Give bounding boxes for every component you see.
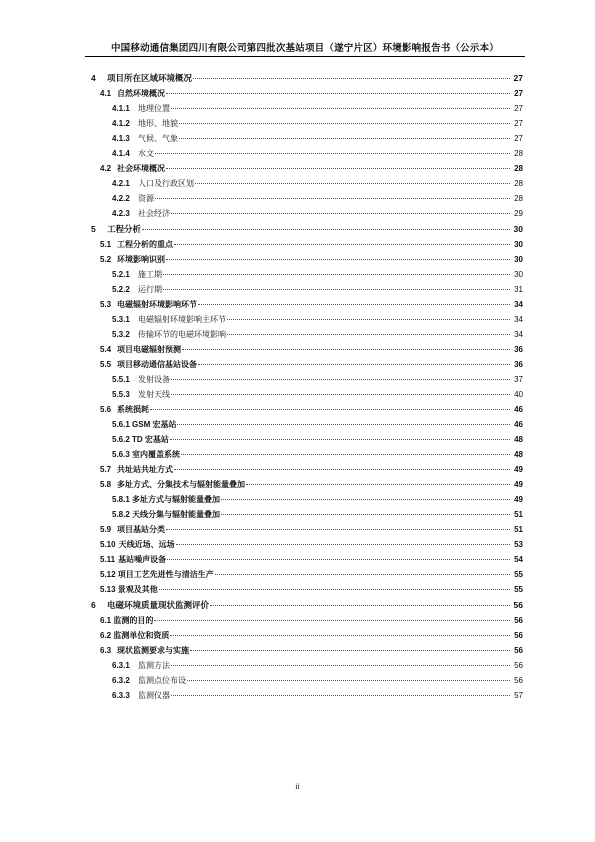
toc-entry-page: 37 (514, 375, 523, 384)
toc-dot-leader (155, 153, 510, 154)
toc-entry-page: 48 (514, 450, 523, 459)
toc-entry-page: 55 (514, 570, 523, 579)
toc-entry-page: 34 (514, 330, 523, 339)
toc-entry-page: 48 (514, 435, 523, 444)
toc-dot-leader (193, 78, 510, 79)
toc-entry[interactable] (85, 570, 523, 580)
toc-entry-page: 54 (514, 555, 523, 564)
toc-entry[interactable] (85, 616, 523, 626)
toc-dot-leader (221, 514, 510, 515)
toc-entry[interactable] (85, 149, 523, 159)
toc-entry-page: 40 (514, 390, 523, 399)
toc-entry-page: 34 (514, 300, 523, 309)
toc-entry-title: 5.6.2 TD 宏基站 (112, 435, 169, 444)
toc-entry-page: 27 (514, 134, 523, 143)
toc-entry-title: 6.2 监测单位和资质 (100, 631, 170, 640)
toc-dot-leader (174, 244, 510, 245)
toc-dot-leader (176, 544, 510, 545)
toc-dot-leader (182, 349, 510, 350)
toc-dot-leader (210, 605, 510, 606)
toc-dot-leader (174, 469, 510, 470)
toc-entry[interactable] (85, 631, 523, 641)
toc-entry-title: 工程分析 (107, 224, 142, 234)
toc-dot-leader (159, 589, 510, 590)
toc-entry-page: 27 (514, 89, 523, 98)
toc-entry[interactable] (85, 179, 523, 189)
toc-entry[interactable] (85, 134, 523, 144)
toc-dot-leader (187, 680, 510, 681)
toc-entry-number: 6.3.1 (112, 661, 130, 670)
toc-entry-title: 资源 (138, 194, 154, 203)
toc-entry-number: 5.1 (100, 240, 112, 249)
toc-entry-page: 28 (514, 149, 523, 158)
toc-entry[interactable] (85, 209, 523, 219)
toc-dot-leader (170, 635, 510, 636)
toc-entry[interactable] (85, 300, 523, 310)
toc-entry-title: 5.8.1 多址方式与辐射能量叠加 (112, 495, 221, 504)
toc-dot-leader (171, 108, 510, 109)
toc-entry-number: 5.3.1 (112, 315, 130, 324)
toc-entry-page: 57 (514, 691, 523, 700)
toc-entry[interactable] (85, 405, 523, 415)
toc-entry-page: 56 (514, 646, 523, 655)
toc-entry[interactable] (85, 224, 523, 234)
toc-dot-leader (171, 394, 510, 395)
toc-entry-page: 49 (514, 465, 523, 474)
toc-dot-leader (171, 695, 510, 696)
toc-entry-title: 水文 (138, 149, 154, 158)
toc-entry-number: 5.2.1 (112, 270, 130, 279)
toc-entry-title: 人口及行政区划 (138, 179, 194, 188)
toc-entry-number: 6.3 (100, 646, 112, 655)
toc-dot-leader (163, 289, 510, 290)
toc-dot-leader (221, 499, 510, 500)
toc-entry-number: 4.1.3 (112, 134, 130, 143)
toc-entry-title: 多址方式、分集技术与辐射能量叠加 (117, 480, 245, 489)
toc-entry-page: 51 (514, 525, 523, 534)
toc-entry-number: 5.3 (100, 300, 112, 309)
toc-entry-title: 社会经济 (138, 209, 170, 218)
toc-dot-leader (179, 123, 510, 124)
toc-entry-title: 5.13 景观及其他 (100, 585, 158, 594)
toc-entry-number: 4.2 (100, 164, 112, 173)
toc-entry-page: 55 (514, 585, 523, 594)
toc-entry-title: 监测点位布设 (138, 676, 186, 685)
toc-entry-page: 29 (514, 209, 523, 218)
toc-entry[interactable] (85, 495, 523, 505)
toc-dot-leader (190, 650, 510, 651)
toc-entry-number: 6.3.3 (112, 691, 130, 700)
toc-entry-title: 电磁辐射环境影响主环节 (138, 315, 226, 324)
toc-entry-number: 5.2 (100, 255, 112, 264)
toc-entry[interactable] (85, 480, 523, 490)
toc-entry-number: 5.9 (100, 525, 112, 534)
toc-entry-number: 5.4 (100, 345, 112, 354)
toc-entry[interactable] (85, 510, 523, 520)
toc-entry[interactable] (85, 676, 523, 686)
toc-entry[interactable] (85, 375, 523, 385)
toc-entry-number: 5.5 (100, 360, 112, 369)
toc-entry-title: 5.12 项目工艺先进性与清洁生产 (100, 570, 214, 579)
toc-entry-title: 工程分析的重点 (117, 240, 173, 249)
toc-entry[interactable] (85, 89, 523, 99)
toc-dot-leader (166, 259, 510, 260)
toc-entry[interactable] (85, 585, 523, 595)
toc-entry-page: 30 (514, 270, 523, 279)
toc-entry-page: 56 (513, 600, 523, 610)
toc-entry-number: 5.6 (100, 405, 112, 414)
toc-entry[interactable] (85, 345, 523, 355)
toc-entry-title: 气候、气象 (138, 134, 178, 143)
toc-entry-title: 电磁辐射环境影响环节 (117, 300, 197, 309)
toc-dot-leader (171, 379, 510, 380)
toc-entry-title: 项目移动通信基站设备 (117, 360, 197, 369)
toc-entry-number: 5.10 (100, 540, 116, 549)
toc-entry-title: 监测方法 (138, 661, 170, 670)
toc-entry[interactable] (85, 646, 523, 656)
toc-entry-title: 环境影响识别 (117, 255, 165, 264)
toc-entry-page: 56 (514, 661, 523, 670)
toc-entry-number: 5.3.2 (112, 330, 130, 339)
toc-entry[interactable] (85, 465, 523, 475)
toc-dot-leader (198, 364, 510, 365)
toc-dot-leader (171, 213, 510, 214)
toc-entry[interactable] (85, 73, 523, 83)
toc-entry-page: 46 (514, 405, 523, 414)
toc-entry-title: 监测仪器 (138, 691, 170, 700)
toc-entry[interactable] (85, 119, 523, 129)
toc-entry-number: 6.3.2 (112, 676, 130, 685)
toc-dot-leader (166, 529, 510, 530)
toc-entry-page: 51 (514, 510, 523, 519)
toc-entry[interactable] (85, 600, 523, 610)
toc-entry-title: 天线近场、远场 (118, 540, 175, 549)
toc-entry-number: 5.5.1 (112, 375, 130, 384)
toc-entry-number: 5.5.3 (112, 390, 130, 399)
toc-entry-page: 30 (514, 240, 523, 249)
toc-entry[interactable] (85, 285, 523, 295)
toc-dot-leader (142, 229, 510, 230)
toc-dot-leader (166, 168, 510, 169)
toc-dot-leader (198, 304, 510, 305)
toc-entry-title: 传输环节的电磁环境影响 (138, 330, 226, 339)
toc-entry-page: 27 (514, 119, 523, 128)
toc-entry-page: 27 (514, 104, 523, 113)
toc-entry-number: 4.1 (100, 89, 112, 98)
toc-entry-number: 5.11 (100, 555, 116, 564)
toc-entry[interactable] (85, 194, 523, 204)
toc-entry-page: 30 (513, 224, 523, 234)
table-of-contents (85, 73, 523, 701)
toc-dot-leader (154, 620, 510, 621)
toc-entry-title: 项目电磁辐射预测 (117, 345, 181, 354)
toc-entry[interactable] (85, 691, 523, 701)
toc-entry-number: 5.8 (100, 480, 112, 489)
toc-entry[interactable] (85, 540, 523, 550)
toc-entry-title: 基站噪声设备 (118, 555, 167, 564)
toc-entry-title: 发射天线 (138, 390, 170, 399)
toc-dot-leader (150, 409, 510, 410)
toc-dot-leader (166, 93, 510, 94)
toc-dot-leader (227, 319, 510, 320)
toc-entry[interactable] (85, 104, 523, 114)
toc-entry-title: 5.6.3 室内覆盖系统 (112, 450, 181, 459)
toc-entry-title: 电磁环境质量现状监测评价 (107, 600, 210, 610)
toc-entry-number: 5.7 (100, 465, 112, 474)
toc-dot-leader (171, 665, 510, 666)
toc-entry-number: 4.2.3 (112, 209, 130, 218)
toc-entry-title: 项目基站分类 (117, 525, 165, 534)
toc-entry-number: 5.2.2 (112, 285, 130, 294)
toc-entry-title: 现状监测要求与实施 (117, 646, 189, 655)
toc-entry-title: 发射设备 (138, 375, 170, 384)
toc-entry-page: 28 (514, 179, 523, 188)
toc-entry-title: 5.8.2 天线分集与辐射能量叠加 (112, 510, 221, 519)
toc-entry-page: 27 (513, 73, 523, 83)
toc-entry-page: 49 (514, 495, 523, 504)
toc-entry-title: 社会环境概况 (117, 164, 165, 173)
running-header: 中国移动通信集团四川有限公司第四批次基站项目（遂宁片区）环境影响报告书（公示本） (110, 43, 499, 54)
toc-entry-title: 系统损耗 (117, 405, 149, 414)
toc-entry[interactable] (85, 360, 523, 370)
toc-entry-page: 56 (514, 631, 523, 640)
toc-entry-page: 36 (514, 345, 523, 354)
toc-entry-page: 34 (514, 315, 523, 324)
toc-entry[interactable] (85, 255, 523, 265)
toc-dot-leader (227, 334, 510, 335)
toc-dot-leader (177, 424, 510, 425)
toc-entry-page: 28 (514, 164, 523, 173)
toc-entry[interactable] (85, 330, 523, 340)
toc-entry[interactable] (85, 420, 523, 430)
toc-dot-leader (155, 198, 510, 199)
toc-entry-number: 5 (91, 224, 96, 234)
toc-entry-number: 4 (91, 73, 96, 83)
toc-entry-title: 地形、地貌 (138, 119, 178, 128)
toc-entry-page: 30 (514, 255, 523, 264)
toc-entry-title: 5.6.1 GSM 宏基站 (112, 420, 177, 429)
toc-entry-title: 地理位置 (138, 104, 170, 113)
toc-entry-title: 共址站共址方式 (117, 465, 173, 474)
toc-entry-number: 6 (91, 600, 96, 610)
header-divider (85, 56, 525, 57)
toc-entry-page: 49 (514, 480, 523, 489)
toc-entry-title: 施工期 (138, 270, 162, 279)
toc-entry-title: 项目所在区域环境概况 (107, 73, 193, 83)
toc-entry-page: 31 (514, 285, 523, 294)
toc-dot-leader (195, 183, 510, 184)
toc-entry-page: 56 (514, 676, 523, 685)
toc-dot-leader (246, 484, 510, 485)
toc-entry-page: 53 (514, 540, 523, 549)
toc-entry[interactable] (85, 240, 523, 250)
toc-entry-title: 自然环境概况 (117, 89, 165, 98)
toc-dot-leader (170, 439, 510, 440)
toc-entry-number: 4.2.1 (112, 179, 130, 188)
toc-entry[interactable] (85, 270, 523, 280)
toc-entry-title: 6.1 监测的目的 (100, 616, 154, 625)
toc-entry-page: 36 (514, 360, 523, 369)
toc-dot-leader (181, 454, 510, 455)
toc-entry-title: 运行期 (138, 285, 162, 294)
toc-entry-number: 4.1.1 (112, 104, 130, 113)
toc-entry[interactable] (85, 315, 523, 325)
toc-entry-number: 4.1.2 (112, 119, 130, 128)
toc-dot-leader (215, 574, 510, 575)
toc-entry-number: 4.1.4 (112, 149, 130, 158)
toc-entry-page: 46 (514, 420, 523, 429)
toc-entry-number: 4.2.2 (112, 194, 130, 203)
toc-entry[interactable] (85, 164, 523, 174)
toc-entry-page: 56 (514, 616, 523, 625)
toc-entry[interactable] (85, 661, 523, 671)
toc-dot-leader (163, 274, 510, 275)
toc-entry[interactable] (85, 525, 523, 535)
toc-entry[interactable] (85, 450, 523, 460)
toc-entry-page: 28 (514, 194, 523, 203)
toc-entry[interactable] (85, 435, 523, 445)
page-number: ii (295, 782, 300, 791)
toc-dot-leader (167, 559, 510, 560)
toc-dot-leader (179, 138, 510, 139)
toc-entry[interactable] (85, 555, 523, 565)
toc-entry[interactable] (85, 390, 523, 400)
